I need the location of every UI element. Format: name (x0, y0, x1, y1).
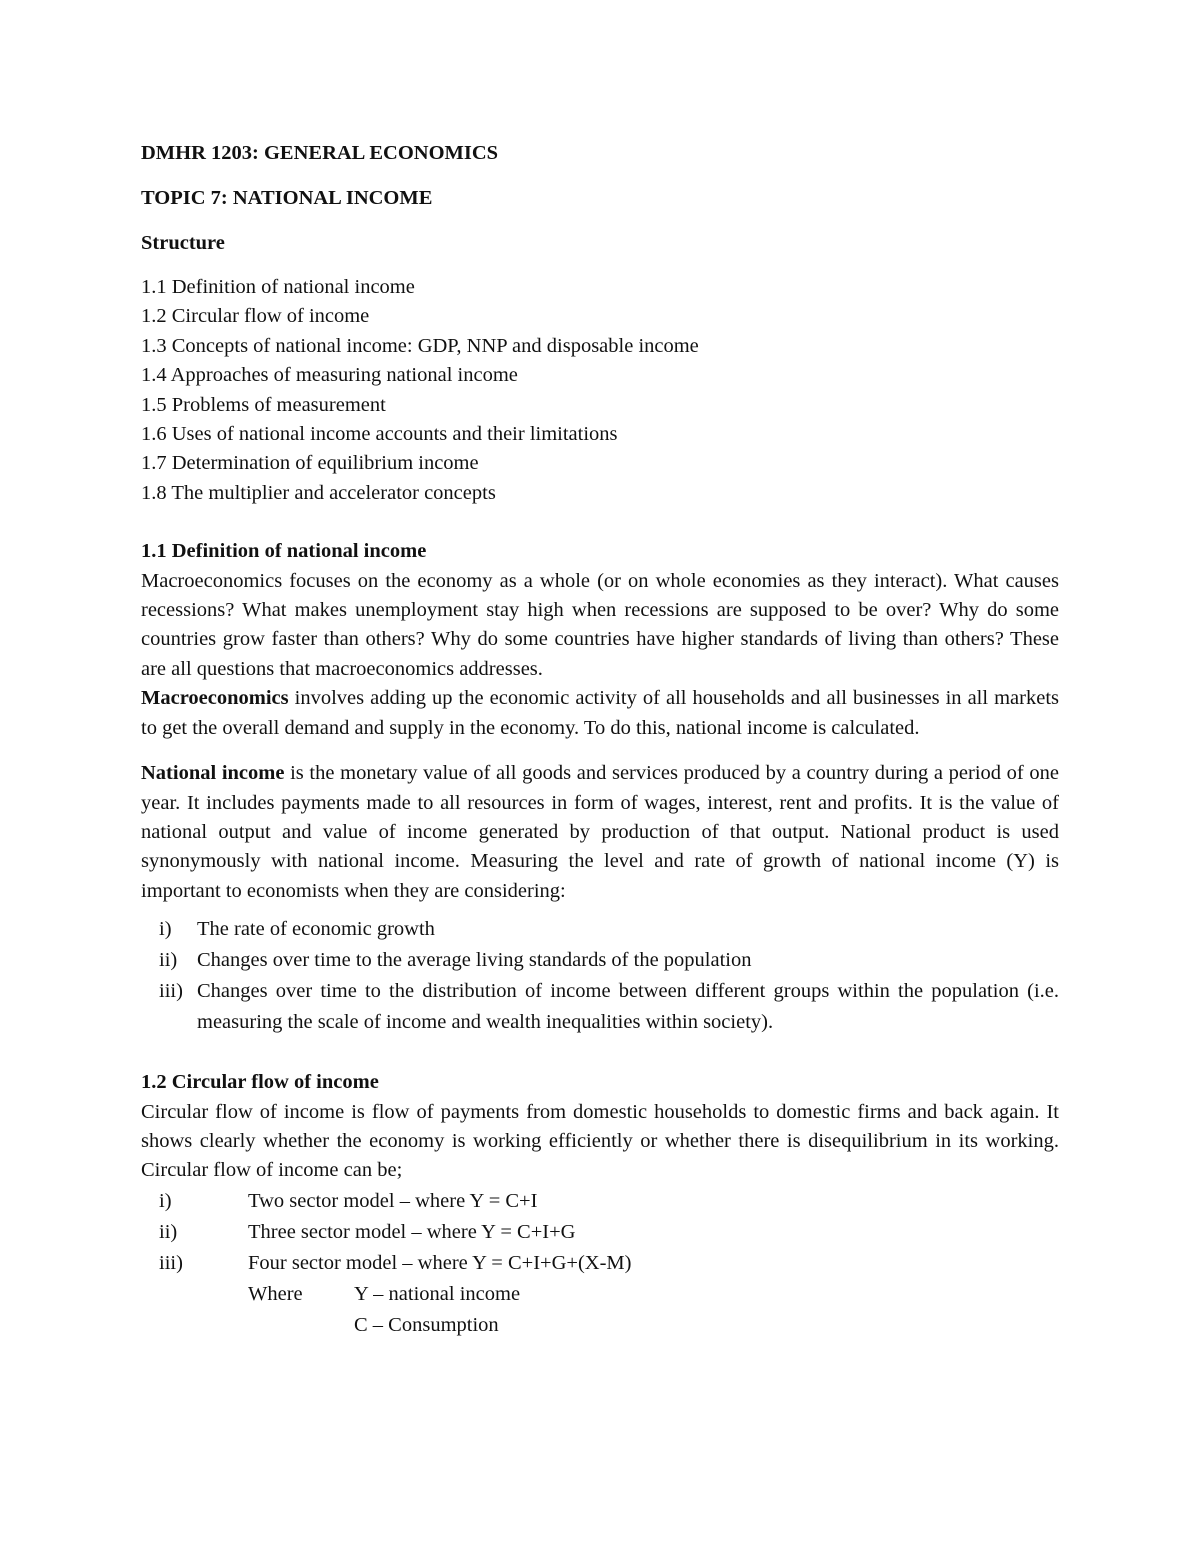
section-1-2-title: 1.2 Circular flow of income (141, 1071, 379, 1094)
model-number: i) (159, 1189, 172, 1212)
structure-item: 1.8 The multiplier and accelerator concepts (141, 481, 496, 504)
model-number: iii) (159, 1251, 183, 1274)
model-text: Four sector model – where Y = C+I+G+(X-M) (248, 1251, 632, 1274)
course-title: DMHR 1203: GENERAL ECONOMICS (141, 142, 499, 164)
model-number: ii) (159, 1220, 178, 1243)
model-item (141, 1186, 1059, 1217)
term-macroeconomics: Macroeconomics (141, 687, 289, 710)
section-1-1-title: 1.1 Definition of national income (141, 540, 427, 563)
structure-item: 1.4 Approaches of measuring national income (141, 364, 518, 387)
structure-item: 1.7 Determination of equilibrium income (141, 452, 479, 475)
considerations-list (141, 914, 1059, 1038)
list-number: i) (159, 918, 172, 941)
structure-item: 1.6 Uses of national income accounts and their limitations (141, 423, 618, 446)
where-row (141, 1279, 1059, 1310)
model-text: Two sector model – where Y = C+I (248, 1189, 538, 1212)
model-item (141, 1217, 1059, 1248)
list-number: ii) (159, 949, 178, 972)
list-item (141, 914, 1059, 945)
paragraph-text: involves adding up the economic activity of all households and all businesses in all markets to get the overall demand and supply in the economy. To do this, national income is calculated. (141, 687, 1059, 739)
section-1-1-paragraph (141, 684, 1059, 743)
definition-item: C – Consumption (354, 1313, 499, 1336)
list-item (141, 945, 1059, 976)
list-text: Changes over time to the distribution of income between different groups within the population (i.e. measuring the scale of income and wealth inequalities within society). (197, 980, 1059, 1034)
model-item (141, 1248, 1059, 1279)
structure-list (141, 273, 1059, 508)
definition-item: Y – national income (354, 1282, 521, 1305)
document-page (141, 138, 1059, 1341)
where-row (141, 1310, 1059, 1341)
structure-item: 1.2 Circular flow of income (141, 305, 370, 328)
structure-item: 1.5 Problems of measurement (141, 393, 386, 416)
structure-heading: Structure (141, 232, 225, 254)
list-text: Changes over time to the average living standards of the population (197, 949, 752, 972)
term-national-income: National income (141, 762, 285, 785)
circular-flow-models (141, 1186, 1059, 1279)
topic-title: TOPIC 7: NATIONAL INCOME (141, 187, 433, 209)
list-text: The rate of economic growth (197, 918, 435, 941)
section-1-1-paragraph: Macroeconomics focuses on the economy as a whole (or on whole economies as they interact). What causes recessions? What makes unemployment stay high when recessions are supposed to be over? Why do some countries grow faster than others? Why do some countries have higher standards of living than others? These are all questions that macroeconomics addresses. (141, 569, 1059, 680)
list-item (141, 976, 1059, 1038)
structure-item: 1.3 Concepts of national income: GDP, NNP and disposable income (141, 334, 699, 357)
structure-item: 1.1 Definition of national income (141, 276, 415, 298)
where-label: Where (248, 1282, 303, 1305)
model-text: Three sector model – where Y = C+I+G (248, 1220, 576, 1243)
list-number: iii) (159, 980, 183, 1003)
section-1-2-paragraph: Circular flow of income is flow of payments from domestic households to domestic firms and back again. It shows clearly whether the economy is working efficiently or whether there is disequilibrium in its working. Circular flow of income can be; (141, 1100, 1059, 1182)
section-1-1-paragraph (141, 759, 1059, 906)
paragraph-text: is the monetary value of all goods and services produced by a country during a period of one year. It includes payments made to all resources in form of wages, interest, rent and profits. It is the value of national output and value of income generated by production of that output. National product is used synonymously with national income. Measuring the level and rate of growth of national income (Y) is important to economists when they are considering: (141, 762, 1060, 902)
